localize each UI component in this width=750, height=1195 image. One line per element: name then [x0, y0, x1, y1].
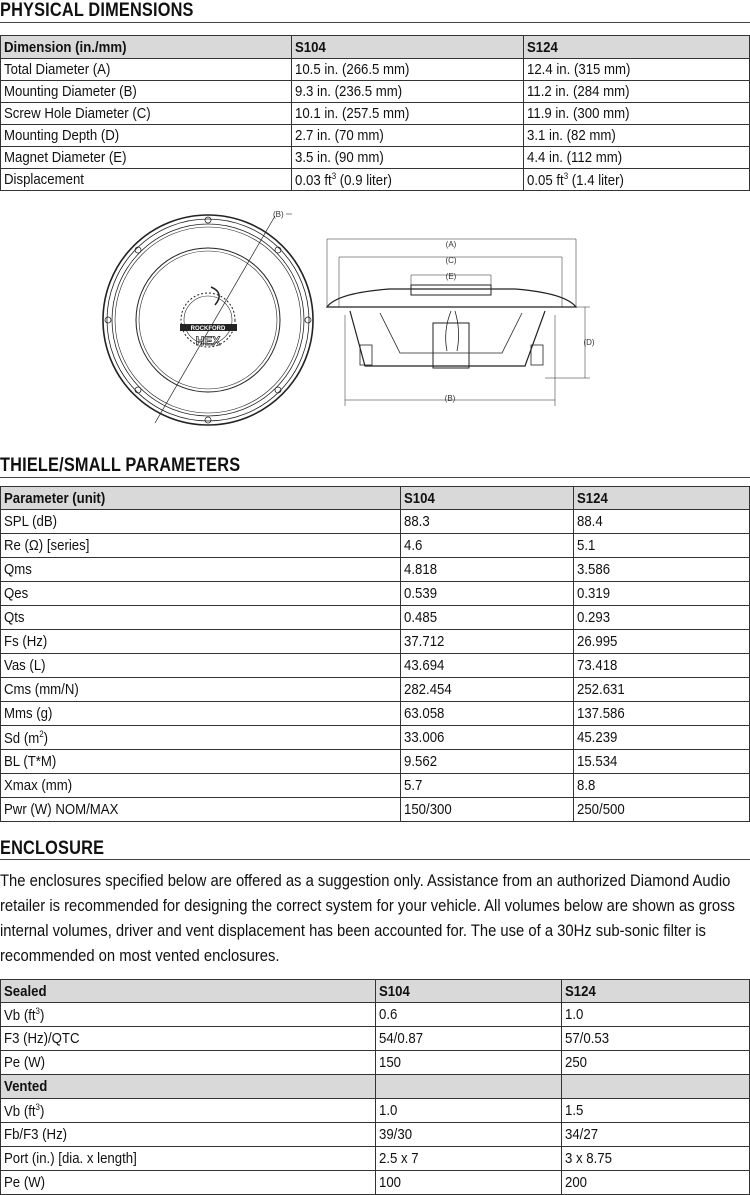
- table-cell: 0.03 $ft^3$ (0.9 liter): [295, 170, 392, 189]
- table-row: [1, 1003, 750, 1027]
- table-cell: 0.293: [577, 609, 611, 626]
- table-cell: 54/0.87: [379, 1030, 424, 1047]
- table-row: [1, 81, 750, 103]
- table-cell: Vb $(ft^3)$: [4, 1005, 45, 1024]
- table-cell: 1.0: [565, 1006, 584, 1023]
- table-cell: 2.7 in. (70 mm): [295, 127, 384, 144]
- table-cell: 63.058: [404, 705, 445, 722]
- table-cell: Mms (g): [4, 705, 53, 722]
- table-cell: 3.586: [577, 561, 611, 578]
- table-cell: Qts: [4, 609, 25, 626]
- brand-top-text: ROCKFORD: [190, 326, 226, 332]
- table-cell: 10.5 in. (266.5 mm): [295, 61, 410, 78]
- table-cell: 0.319: [577, 585, 611, 602]
- section-rule: [0, 477, 750, 478]
- table-row: [1, 798, 750, 822]
- table-cell: 0.05 $ft^3$ (1.4 liter): [527, 170, 624, 189]
- table-cell: SPL (dB): [4, 513, 58, 530]
- table-cell: Pwr (W) NOM/MAX: [4, 801, 119, 818]
- header-cell: S104: [295, 38, 326, 56]
- table-cell: 150/300: [404, 801, 452, 818]
- table-row: [1, 654, 750, 678]
- table-cell: 4.4 in. (112 mm): [527, 149, 623, 166]
- table-cell: Fs (Hz): [4, 633, 48, 650]
- speaker-dimension-diagram: [95, 203, 595, 445]
- header-cell: Parameter (unit): [4, 489, 106, 507]
- header-cell: S124: [527, 38, 558, 56]
- table-header-row: [1, 36, 750, 59]
- table-row: [1, 103, 750, 125]
- table-row: [1, 630, 750, 654]
- table-cell: BL (T*M): [4, 753, 57, 770]
- vented-label: Vented: [4, 1078, 48, 1095]
- table-row: [1, 558, 750, 582]
- table-cell: Magnet Diameter (E): [4, 149, 127, 166]
- header-cell: Sealed: [4, 982, 47, 1000]
- table-row: [1, 1147, 750, 1171]
- table-cell: 137.586: [577, 705, 625, 722]
- table-cell: 33.006: [404, 729, 445, 746]
- header-cell: S124: [565, 982, 596, 1000]
- enclosure-paragraph: The enclosures specified below are offered as a suggestion only. Assistance from an authorized Diamond Audio retailer is recommended for designing the correct system for your vehicle. All volumes below are shown as gross internal volumes, driver and vent displacement has been accounted for. The use of a 30Hz sub-sonic filter is recommended on most vented enclosures.: [0, 871, 735, 965]
- table-row: [1, 59, 750, 81]
- table-cell: 5.1: [577, 537, 596, 554]
- header-cell: S104: [379, 982, 410, 1000]
- table-cell: 37.712: [404, 633, 445, 650]
- table-cell: 3.1 in. (82 mm): [527, 127, 616, 144]
- table-cell: 9.3 in. (236.5 mm): [295, 83, 403, 100]
- table-cell: 282.454: [404, 681, 452, 698]
- table-cell: 0.539: [404, 585, 438, 602]
- table-cell: 250/500: [577, 801, 625, 818]
- table-cell: 5.7: [404, 777, 423, 794]
- table-row: [1, 606, 750, 630]
- table-cell: Vb $(ft^3)$: [4, 1101, 45, 1120]
- table-cell: 3 x 8.75: [565, 1150, 612, 1167]
- table-cell: Total Diameter (A): [4, 61, 111, 78]
- physical-dimensions-table: [0, 35, 750, 191]
- table-header-row: [1, 980, 750, 1003]
- thiele-small-table: [0, 486, 750, 822]
- table-cell: Displacement: [4, 171, 84, 188]
- enclosure-title: ENCLOSURE: [0, 838, 105, 859]
- header-cell: S124: [577, 489, 608, 507]
- table-subheader-row: [1, 1075, 750, 1099]
- table-cell: 100: [379, 1174, 402, 1191]
- table-cell: 88.4: [577, 513, 603, 530]
- table-row: [1, 125, 750, 147]
- thiele-small-title: THIELE/SMALL PARAMETERS: [0, 455, 241, 476]
- table-row: [1, 534, 750, 558]
- table-cell: Fb/F3 (Hz): [4, 1126, 68, 1143]
- table-cell: 45.239: [577, 729, 618, 746]
- table-cell: 88.3: [404, 513, 430, 530]
- table-cell: 200: [565, 1174, 588, 1191]
- table-cell: 4.6: [404, 537, 423, 554]
- table-cell: Pe (W): [4, 1054, 46, 1071]
- table-cell: Vas (L): [4, 657, 46, 674]
- table-cell: 39/30: [379, 1126, 413, 1143]
- table-row: [1, 1051, 750, 1075]
- physical-dimensions-title: PHYSICAL DIMENSIONS: [0, 0, 194, 21]
- speaker-side-view: [327, 239, 590, 406]
- table-cell: 252.631: [577, 681, 625, 698]
- table-cell: 3.5 in. (90 mm): [295, 149, 384, 166]
- header-cell: S104: [404, 489, 435, 507]
- table-cell: F3 (Hz)/QTC: [4, 1030, 80, 1047]
- table-cell: 10.1 in. (257.5 mm): [295, 105, 410, 122]
- table-cell: 0.485: [404, 609, 438, 626]
- table-cell: Mounting Depth (D): [4, 127, 120, 144]
- table-row: [1, 678, 750, 702]
- section-rule: [0, 22, 750, 23]
- table-cell: 57/0.53: [565, 1030, 610, 1047]
- table-cell: 4.818: [404, 561, 438, 578]
- table-row: [1, 510, 750, 534]
- table-cell: 9.562: [404, 753, 438, 770]
- table-cell: 43.694: [404, 657, 445, 674]
- header-cell: Dimension (in./mm): [4, 38, 127, 56]
- table-cell: Xmax (mm): [4, 777, 73, 794]
- table-cell: Cms (mm/N): [4, 681, 79, 698]
- table-header-row: [1, 487, 750, 510]
- table-row: [1, 1171, 750, 1195]
- table-cell: 2.5 x 7: [379, 1150, 419, 1167]
- table-row: [1, 1123, 750, 1147]
- table-cell: 34/27: [565, 1126, 599, 1143]
- section-rule: [0, 859, 750, 860]
- table-row: [1, 774, 750, 798]
- dimension-label-e: (E): [445, 272, 457, 281]
- table-cell: 15.534: [577, 753, 618, 770]
- table-cell: 11.9 in. (300 mm): [527, 105, 630, 122]
- table-row: [1, 702, 750, 726]
- table-cell: 12.4 in. (315 mm): [527, 61, 631, 78]
- table-cell: 1.0: [379, 1102, 398, 1119]
- dimension-label-d: (D): [583, 338, 595, 347]
- table-cell: Screw Hole Diameter (C): [4, 105, 151, 122]
- table-cell: 150: [379, 1054, 402, 1071]
- table-row: [1, 750, 750, 774]
- brand-bottom-text: HEX: [195, 334, 221, 348]
- table-cell: Qes: [4, 585, 29, 602]
- table-row: [1, 169, 750, 191]
- table-cell: Mounting Diameter (B): [4, 83, 137, 100]
- dimension-label-c: (C): [445, 256, 457, 265]
- table-cell: Sd $(m^2)$: [4, 728, 49, 747]
- table-cell: Qms: [4, 561, 32, 578]
- table-cell: 26.995: [577, 633, 618, 650]
- table-cell: 250: [565, 1054, 588, 1071]
- speaker-front-view: [103, 215, 313, 425]
- dimension-label-a: (A): [445, 240, 457, 249]
- table-cell: 8.8: [577, 777, 596, 794]
- table-row: [1, 1099, 750, 1123]
- table-row: [1, 1027, 750, 1051]
- table-row: [1, 726, 750, 750]
- enclosure-table: [0, 979, 750, 1195]
- table-cell: 11.2 in. (284 mm): [527, 83, 630, 100]
- table-cell: 1.5: [565, 1102, 584, 1119]
- table-cell: 0.6: [379, 1006, 398, 1023]
- dimension-label-b-bottom: (B): [444, 394, 456, 403]
- table-cell: Port (in.) [dia. x length]: [4, 1150, 137, 1167]
- table-cell: Re (Ω) [series]: [4, 537, 90, 554]
- table-row: [1, 582, 750, 606]
- table-cell: 73.418: [577, 657, 618, 674]
- table-row: [1, 147, 750, 169]
- table-cell: Pe (W): [4, 1174, 46, 1191]
- dimension-label-b: (B): [273, 210, 284, 219]
